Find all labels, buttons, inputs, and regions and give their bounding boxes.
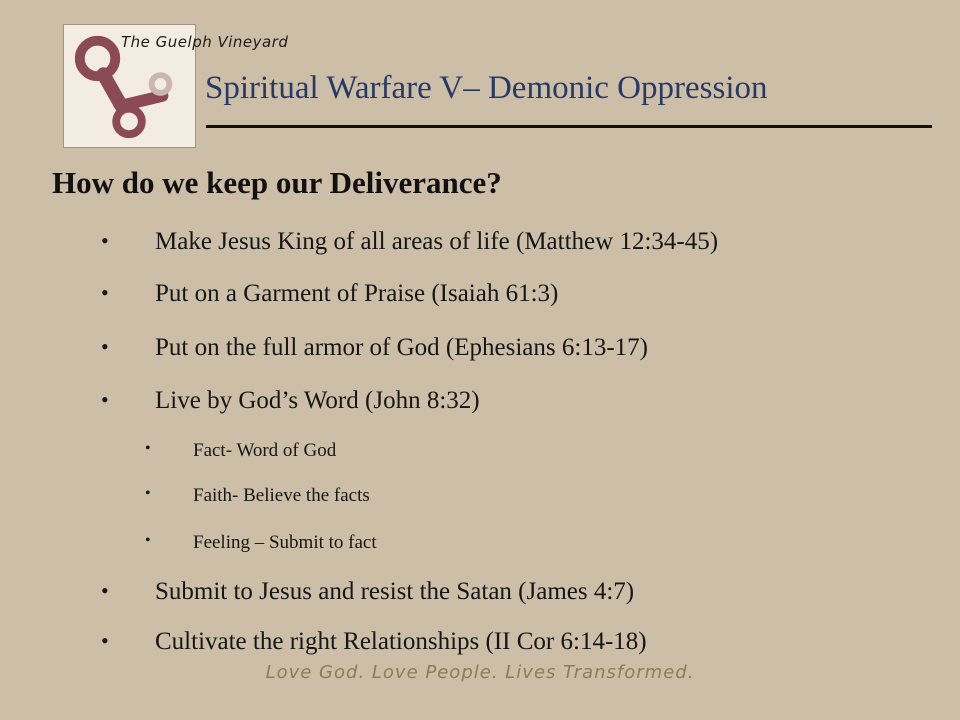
bullet-text: Live by God’s Word (John 8:32) (155, 387, 480, 414)
bullet-dot-icon: • (145, 532, 151, 549)
footer-tagline: Love God. Love People. Lives Transformed. (265, 662, 695, 683)
sub-bullet-text: Fact- Word of God (193, 440, 337, 461)
section-heading: How do we keep our Deliverance? (52, 165, 502, 200)
bullet-dot-icon: • (101, 387, 109, 412)
bullet-dot-icon: • (101, 280, 109, 305)
bullet-dot-icon: • (101, 628, 109, 653)
bullet-text: Submit to Jesus and resist the Satan (James 4:7) (155, 578, 635, 605)
slide-title: Spiritual Warfare V– Demonic Oppression (205, 70, 768, 106)
sub-bullet-text: Faith- Believe the facts (193, 485, 370, 506)
bullet-text: Cultivate the right Relationships (II Cor 6:14-18) (155, 628, 647, 655)
sub-bullet-text: Feeling – Submit to fact (193, 532, 377, 553)
bullet-dot-icon: • (145, 440, 151, 457)
bullet-dot-icon: • (101, 578, 109, 603)
bullet-dot-icon: • (101, 334, 109, 359)
bullet-dot-icon: • (145, 485, 151, 502)
bullet-dot-icon: • (101, 228, 109, 253)
bullet-text: Put on the full armor of God (Ephesians 6:13-17) (155, 334, 648, 361)
bullet-text: Put on a Garment of Praise (Isaiah 61:3) (155, 280, 559, 307)
brand-name: The Guelph Vineyard (121, 33, 289, 51)
bullet-text: Make Jesus King of all areas of life (Matthew 12:34-45) (155, 228, 719, 255)
